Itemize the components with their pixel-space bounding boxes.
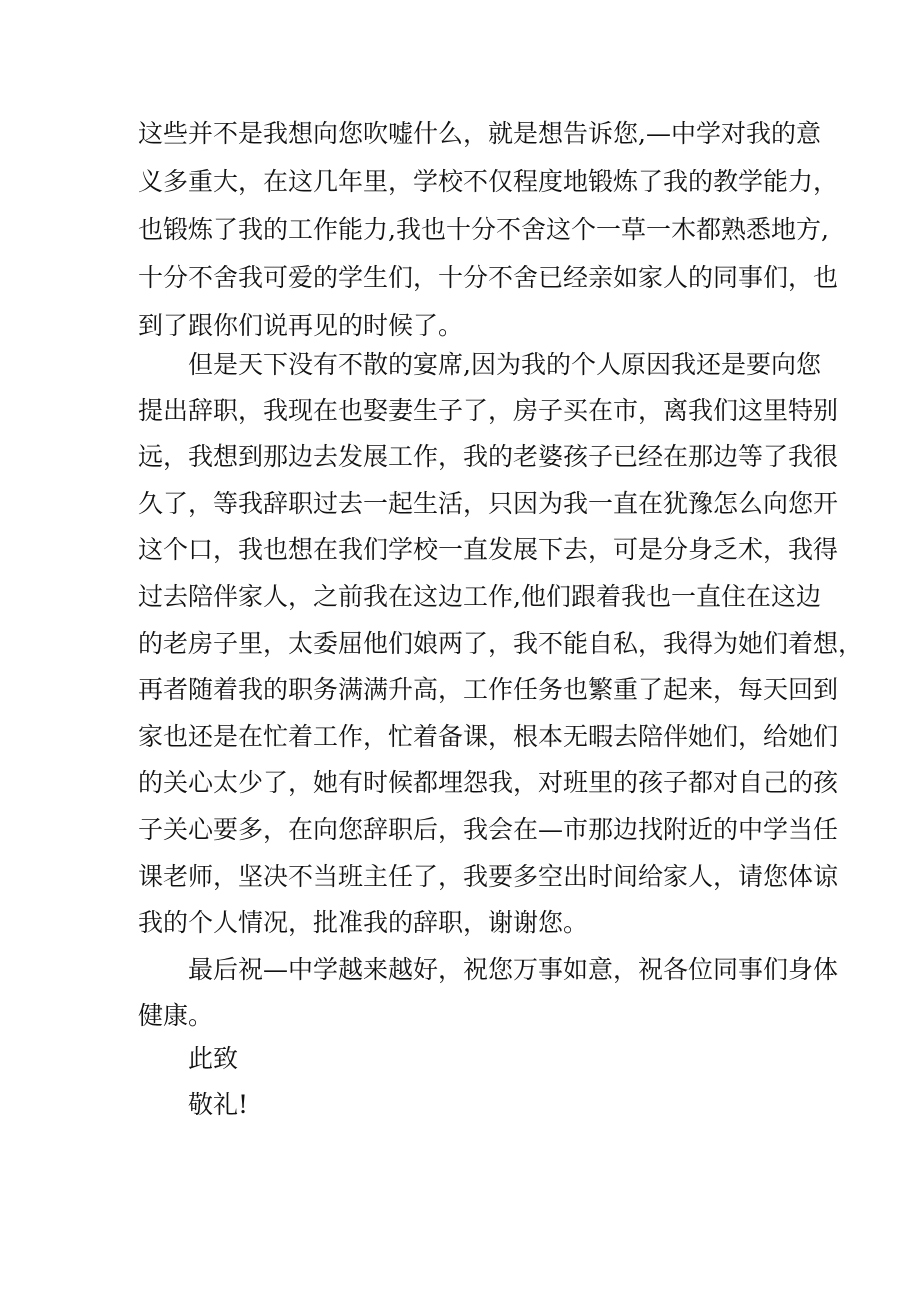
paragraph-2-line-2: 提出辞职，我现在也娶妻生子了，房子买在市，离我们这里特别 bbox=[138, 396, 839, 425]
paragraph-2-line-11: 子关心要多，在向您辞职后，我会在—市那边找附近的中学当任 bbox=[138, 815, 839, 844]
paragraph-2-line-9: 家也还是在忙着工作，忙着备课，根本无暇去陪伴她们，给她们 bbox=[138, 722, 839, 751]
paragraph-1-line-1: 这些并不是我想向您吹嘘什么，就是想告诉您,—中学对我的意 bbox=[138, 119, 821, 148]
paragraph-2-line-6: 过去陪伴家人，之前我在这边工作,他们跟着我也一直住在这边 bbox=[138, 582, 821, 611]
paragraph-1-line-4: 十分不舍我可爱的学生们，十分不舍已经亲如家人的同事们，也 bbox=[138, 263, 839, 292]
paragraph-2-line-3: 远，我想到那边去发展工作，我的老婆孩子已经在那边等了我很 bbox=[138, 442, 839, 471]
paragraph-2-line-8: 再者随着我的职务满满升高，工作任务也繁重了起来，每天回到 bbox=[138, 675, 839, 704]
closing-salutation: 此致 bbox=[188, 1044, 239, 1073]
paragraph-2-line-4: 久了，等我辞职过去一起生活，只因为我一直在犹豫怎么向您开 bbox=[138, 489, 839, 518]
paragraph-2-line-12: 课老师，坚决不当班主任了，我要多空出时间给家人，请您体谅 bbox=[138, 862, 839, 891]
paragraph-1-line-3: 也锻炼了我的工作能力,我也十分不舍这个一草一木都熟悉地方, bbox=[138, 215, 829, 244]
closing-regards: 敬礼! bbox=[188, 1090, 249, 1119]
paragraph-1-line-5: 到了跟你们说再见的时候了。 bbox=[138, 311, 464, 340]
paragraph-3-line-2: 健康。 bbox=[138, 1001, 214, 1030]
paragraph-2-line-1: 但是天下没有不散的宴席,因为我的个人原因我还是要向您 bbox=[188, 350, 821, 379]
paragraph-2-line-7: 的老房子里，太委屈他们娘两了，我不能自私，我得为她们着想， bbox=[138, 629, 864, 658]
paragraph-2-line-13: 我的个人情况，批准我的辞职，谢谢您。 bbox=[138, 908, 589, 937]
paragraph-3-line-1: 最后祝—中学越来越好，祝您万事如意，祝各位同事们身体 bbox=[188, 955, 839, 984]
paragraph-2-line-10: 的关心太少了，她有时候都埋怨我，对班里的孩子都对自己的孩 bbox=[138, 768, 839, 797]
paragraph-1-line-2: 义多重大，在这几年里，学校不仅程度地锻炼了我的教学能力， bbox=[138, 167, 839, 196]
paragraph-2-line-5: 这个口，我也想在我们学校一直发展下去，可是分身乏术，我得 bbox=[138, 535, 839, 564]
